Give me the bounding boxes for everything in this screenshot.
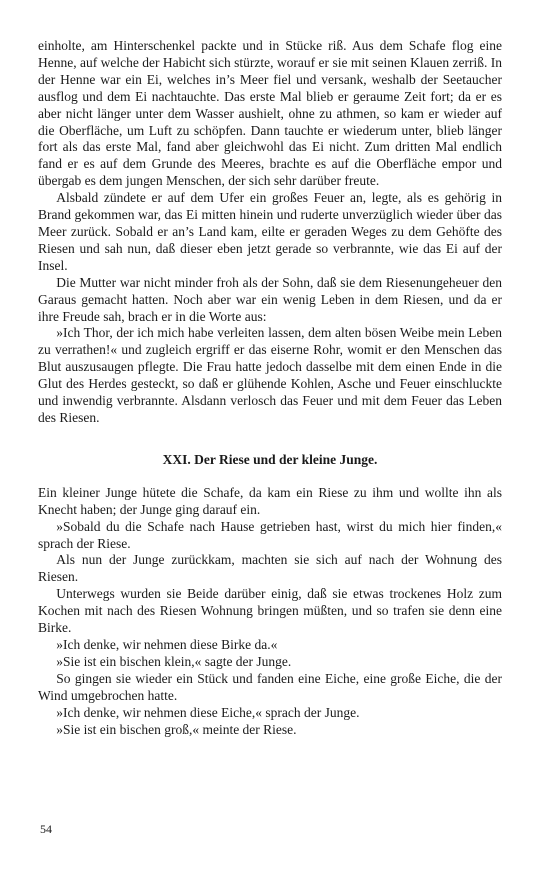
paragraph: Die Mutter war nicht minder froh als der Sohn, daß sie dem Riesenungeheuer den Garaus gemacht hatten. Noch aber war ein wenig Leben in dem Riesen, und da er ihre Freude sah, brach er in die Worte aus: <box>38 274 502 324</box>
chapter-heading: XXI. Der Riese und der kleine Junge. <box>162 451 378 467</box>
paragraph: »Sie ist ein bischen klein,« sagte der Junge. <box>56 653 292 669</box>
paragraph: einholte, am Hinterschenkel packte und in Stücke riß. Aus dem Schafe flog eine Henne, auf welche der Habicht sich stürzte, worauf er sie mit seinen Klauen zerriß. In der Henne war ein Ei, welches in’s Meer fiel und versank, weshalb der Seetaucher ausflog und dem Ei nachtauchte. Das erste Mal blieb er geraume Zeit fort; da er es aber nicht länger unter dem Wasser aushielt, ohne zu athmen, so kam er wieder auf die Oberfläche, um Luft zu schöpfen. Dann tauchte er wiederum unter, blieb länger fort als das erste Mal, fand aber gleichwohl das Ei nicht. Zum dritten Mal endlich fand er es auf dem Grunde des Meeres, brachte es auf die Oberfläche empor und übergab es dem jungen Menschen, der sich sehr darüber freute. <box>38 38 502 189</box>
paragraph: »Ich denke, wir nehmen diese Birke da.« <box>56 637 278 652</box>
page-number: 54 <box>40 822 52 836</box>
paragraph: Als nun der Junge zurückkam, machten sie sich auf nach der Wohnung des Riesen. <box>38 552 502 585</box>
paragraph: »Sie ist ein bischen groß,« meinte der Riese. <box>56 721 297 737</box>
paragraph: Unterwegs wurden sie Beide darüber einig, daß sie etwas trockenes Holz zum Kochen mit nach des Riesen Wohnung bringen müßten, und so trafen sie denn eine Birke. <box>38 586 502 636</box>
book-page <box>38 38 502 738</box>
paragraph: Ein kleiner Junge hütete die Schafe, da kam ein Riese zu ihm und wollte ihn als Knecht haben; der Junge ging darauf ein. <box>38 484 502 517</box>
paragraph: »Ich denke, wir nehmen diese Eiche,« sprach der Junge. <box>56 704 360 720</box>
paragraph: So gingen sie wieder ein Stück und fanden eine Eiche, eine große Eiche, die der Wind umgebrochen hatte. <box>38 670 502 703</box>
paragraph: Alsbald zündete er auf dem Ufer ein großes Feuer an, legte, als es gehörig in Brand gekommen war, das Ei mitten hinein und ruderte unverzüglich wieder über das Meer zurück. Sobald er an’s Land kam, eilte er geraden Weges zu dem Gehöfte des Riesen und sah nun, daß dieser eben jetzt gerade so verbrannte, wie das Ei auf der Insel. <box>38 190 502 273</box>
paragraph: »Ich Thor, der ich mich habe verleiten lassen, dem alten bösen Weibe mein Leben zu verrathen!« und zugleich ergriff er das eiserne Rohr, womit er den Menschen das Blut auszusaugen pflegte. Die Frau hatte jedoch dasselbe mit dem einen Ende in die Glut des Herdes gesteckt, so daß er glühende Kohlen, Asche und Feuer einschluckte und inwendig verbrannte. Alsdann verlosch das Feuer und mit dem Feuer das Leben des Riesen. <box>38 325 502 425</box>
paragraph: »Sobald du die Schafe nach Hause getrieben hast, wirst du mich hier finden,« sprach der Riese. <box>38 518 502 551</box>
